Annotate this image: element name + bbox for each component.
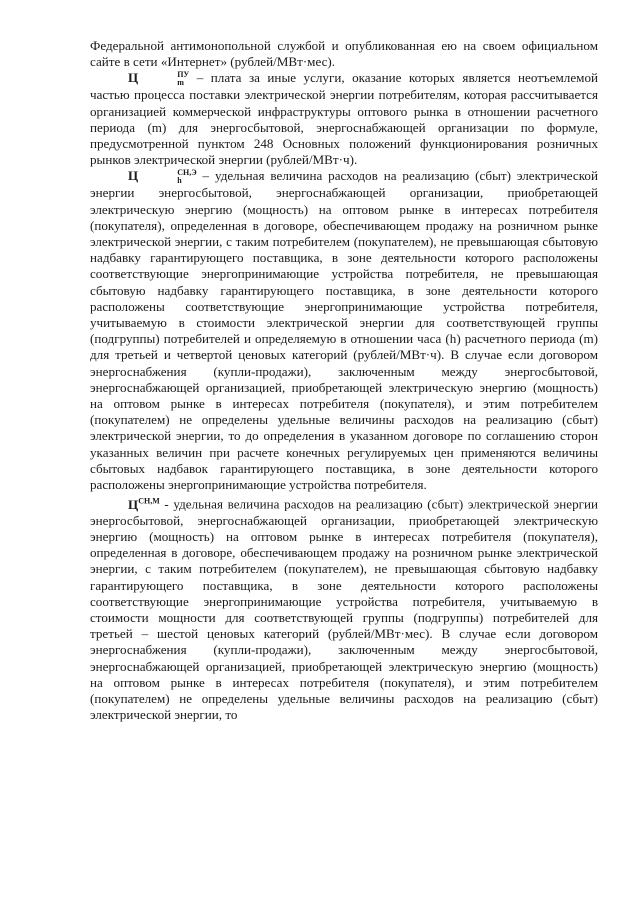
formula-symbol [128,497,160,512]
symbol-base: Ц [128,496,139,512]
symbol-subscript: m [177,78,184,88]
symbol-indices [139,169,196,185]
symbol-base: Ц [128,70,139,86]
paragraph-pu-definition [90,70,598,168]
paragraph-sn-e-definition [90,168,598,493]
formula-symbol [128,168,197,186]
paragraph-text: Федеральной антимонопольной службой и опубликованная ею на своем официальном сайте в сети «Интернет» (рублей/МВт·мес). [90,38,598,70]
symbol-indices [139,71,189,87]
paragraph-text: - удельная величина расходов на реализацию (сбыт) электрической энергии энергосбытовой, энергоснабжающей организации, приобретающей электрическую энергию (мощность) на оптовом рынке в интересах потребителя (покупателя), определенная в договоре, обеспечивающем продажу на розничном рынке электрической энергии, с таким потребителем (покупателем), не превышающая сбытовую надбавку гарантирующего поставщика, в зоне деятельности которого расположены соответствующие энергопринимающие устройства потребителя, учитываемую в стоимости мощности для соответствующей группы (подгруппы) потребителей для третьей – шестой ценовых категорий (рублей/МВт·мес). В случае если договором энергоснабжения (купли-продажи), заключенным между энергосбытовой, энергоснабжающей организацией, приобретающей электрическую энергию (мощность) на оптовом рынке в интересах потребителя (покупателя), и этим потребителем (покупателем) не определены удельные величины расходов на реализацию (сбыт) электрической энергии, то [90,496,598,723]
paragraph-sn-m-definition [90,493,598,723]
symbol-subscript: h [177,176,182,186]
symbol-superscript: ПУ [177,70,190,80]
symbol-base: Ц [128,168,139,184]
paragraph-continuation [90,38,598,70]
paragraph-text: – удельная величина расходов на реализацию (сбыт) электрической энергии энергосбытовой, энергоснабжающей организации, приобретающей электрическую энергию (мощность) на оптовом рынке в интересах потребителя (покупателя), определенная в договоре, обеспечивающем продажу на розничном рынке электрической энергии, с таким потребителем (покупателем), не превышающая сбытовую надбавку гарантирующего поставщика, в зоне деятельности которого расположены соответствующие энергопринимающие устройства потребителя, не превышающая сбытовую надбавку гарантирующего поставщика, в зоне деятельности которого расположены соответствующие энергопринимающие устройства потребителя, учитываемую в стоимости электрической энергии для соответствующей группы (подгруппы) потребителей и определяемую в отношении часа (h) расчетного периода (m) для третьей и четвертой ценовых категорий (рублей/МВт·ч). В случае если договором энергоснабжения (купли-продажи), заключенным между энергосбытовой, энергоснабжающей организацией, приобретающей электрическую энергию (мощность) на оптовом рынке в интересах потребителя (покупателя), и этим потребителем (покупателем) не определены удельные величины расходов на реализацию (сбыт) электрической энергии, то до определения в указанном договоре по соглашению сторон указанных величин при расчете конечных регулируемых цен применяются величины сбытовых надбавок гарантирующего поставщика, в зоне деятельности которого расположены энергопринимающие устройства потребителя. [90,168,598,493]
formula-symbol [128,70,190,88]
paragraph-text: – плата за иные услуги, оказание которых является неотъемлемой частью процесса поставки электрической энергии потребителям, которая рассчитывается организацией коммерческой инфраструктуры оптового рынка в отношении расчетного периода (m) для энергосбытовой, энергоснабжающей организации по формуле, предусмотренной пунктом 248 Основных положений функционирования розничных рынков электрической энергии (рублей/МВт·ч). [90,70,598,168]
symbol-superscript: СН,М [138,496,160,506]
symbol-superscript: СН,Э [177,168,197,178]
